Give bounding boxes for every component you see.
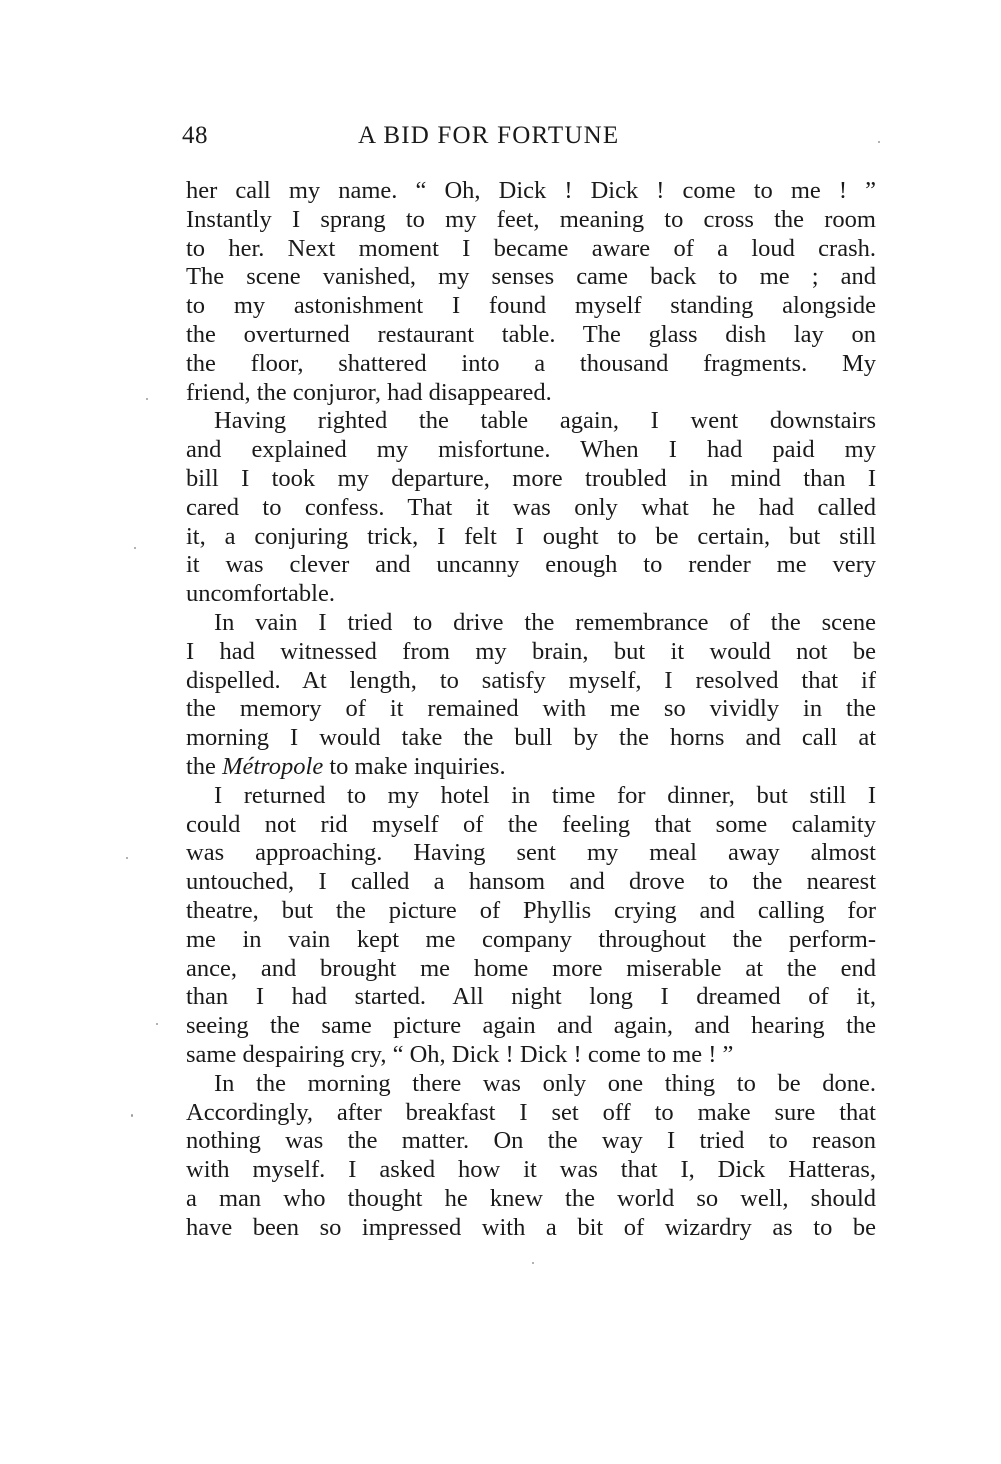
text-line: I returned to my hotel in time for dinner, but still I: [214, 781, 876, 809]
text-line: with myself. I asked how it was that I, Dick Hatteras,: [186, 1156, 876, 1184]
scan-speck: [134, 547, 136, 549]
scan-speck: [878, 141, 880, 143]
scan-speck: [146, 398, 148, 400]
running-title: A BID FOR FORTUNE: [358, 122, 620, 149]
body-text: [186, 177, 876, 1242]
text-line: same despairing cry, “ Oh, Dick ! Dick ! come to me ! ”: [186, 1040, 734, 1068]
text-line: have been so impressed with a bit of wizardry as to be: [186, 1213, 876, 1241]
text-line: nothing was the matter. On the way I tried to reason: [186, 1127, 876, 1155]
text-line: cared to confess. That it was only what he had called: [186, 493, 876, 521]
text-line: it was clever and uncanny enough to render me very: [186, 551, 876, 579]
text-line: Having righted the table again, I went downstairs: [214, 407, 876, 435]
text-line: me in vain kept me company throughout the perform-: [186, 925, 876, 953]
text-line: untouched, I called a hansom and drove to the nearest: [186, 868, 876, 896]
text-line: and explained my misfortune. When I had paid my: [186, 436, 876, 464]
text-line: to her. Next moment I became aware of a loud crash.: [186, 234, 876, 262]
text-line: In vain I tried to drive the remembrance of the scene: [214, 608, 876, 636]
text-line: The scene vanished, my senses came back to me ; and: [186, 263, 876, 291]
text-line: friend, the conjuror, had disappeared.: [186, 378, 552, 406]
text-line: seeing the same picture again and again, and hearing the: [186, 1012, 876, 1040]
text-line: I had witnessed from my brain, but it would not be: [186, 637, 876, 665]
page-number: 48: [182, 122, 208, 149]
text-line: morning I would take the bull by the horns and call at: [186, 724, 876, 752]
text-line: was approaching. Having sent my meal away almost: [186, 839, 876, 867]
text-line: to my astonishment I found myself standing alongside: [186, 292, 876, 320]
scan-speck: [126, 857, 128, 859]
running-head: [182, 122, 879, 156]
text-line: bill I took my departure, more troubled in mind than I: [186, 464, 876, 492]
text-line: her call my name. “ Oh, Dick ! Dick ! come to me ! ”: [186, 177, 876, 204]
text-line: the overturned restaurant table. The glass dish lay on: [186, 320, 876, 348]
text-line: it, a conjuring trick, I felt I ought to be certain, but still: [186, 522, 876, 550]
text-line: the memory of it remained with me so vividly in the: [186, 695, 876, 723]
text-line: [186, 753, 876, 782]
text-line: Instantly I sprang to my feet, meaning to cross the room: [186, 205, 876, 233]
text-line: a man who thought he knew the world so well, should: [186, 1184, 876, 1212]
text-line: dispelled. At length, to satisfy myself, I resolved that if: [186, 666, 876, 694]
scan-speck: [131, 1114, 133, 1117]
text-line: uncomfortable.: [186, 580, 335, 608]
italic-place-name: Métropole: [222, 752, 324, 780]
text-line: theatre, but the picture of Phyllis crying and calling for: [186, 896, 876, 924]
text-segment: the: [186, 752, 223, 780]
text-line: In the morning there was only one thing to be done.: [214, 1069, 876, 1097]
text-line: could not rid myself of the feeling that some calamity: [186, 810, 876, 838]
text-line: ance, and brought me home more miserable at the end: [186, 954, 876, 982]
text-line: than I had started. All night long I dreamed of it,: [186, 983, 876, 1011]
text-line: Accordingly, after breakfast I set off to make sure that: [186, 1098, 876, 1126]
text-segment: to make inquiries.: [323, 752, 506, 780]
scan-speck: [532, 1262, 534, 1264]
scan-speck: [156, 1023, 158, 1025]
text-line: the floor, shattered into a thousand fragments. My: [186, 349, 876, 377]
